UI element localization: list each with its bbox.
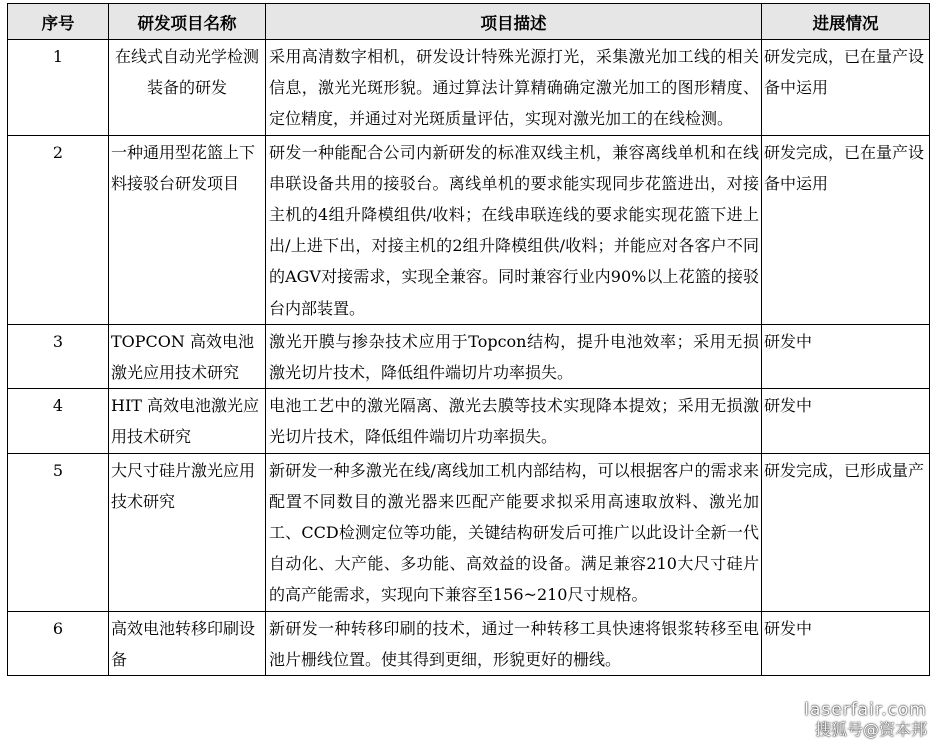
row-desc: 激光开膜与掺杂技术应用于Topcon结构，提升电池效率；采用无损激光切片技术，降低组件端切片功率损失。: [266, 324, 762, 388]
row-no: 6: [8, 611, 109, 675]
table-row: [8, 389, 930, 453]
row-status: 研发中: [762, 389, 930, 453]
row-desc: 新研发一种多激光在线/离线加工机内部结构，可以根据客户的需求来配置不同数目的激光器来匹配产能要求拟采用高速取放料、激光加工、CCD检测定位等功能，关键结构研发后可推广以此设计全新一代自动化、大产能、多功能、高效益的设备。满足兼容210大尺寸硅片的高产能需求，实现向下兼容至156~210尺寸规格。: [266, 453, 762, 611]
row-name: HIT 高效电池激光应用技术研究: [109, 389, 266, 453]
row-no: 3: [8, 324, 109, 388]
watermark-source: 搜狐号@资本邦: [814, 720, 927, 739]
row-status: 研发中: [762, 611, 930, 675]
row-name: 高效电池转移印刷设备: [109, 611, 266, 675]
watermark: [804, 700, 927, 740]
table-row: [8, 40, 930, 136]
watermark-site: laserfair.com: [804, 700, 927, 720]
row-name: 大尺寸硅片激光应用技术研究: [109, 453, 266, 611]
row-status: 研发完成，已在量产设备中运用: [762, 40, 930, 136]
row-name: 一种通用型花篮上下料接驳台研发项目: [109, 135, 266, 324]
row-desc: 电池工艺中的激光隔离、激光去膜等技术实现降本提效；采用无损激光切片技术，降低组件端切片功率损失。: [266, 389, 762, 453]
row-no: 5: [8, 453, 109, 611]
row-name: 在线式自动光学检测装备的研发: [109, 40, 266, 136]
row-no: 1: [8, 40, 109, 136]
row-desc: 新研发一种转移印刷的技术，通过一种转移工具快速将银浆转移至电池片栅线位置。使其得到更细，形貌更好的栅线。: [266, 611, 762, 675]
table-header-row: [8, 4, 930, 40]
header-status: 进展情况: [762, 4, 930, 40]
row-no: 4: [8, 389, 109, 453]
row-desc: 研发一种能配合公司内新研发的标准双线主机，兼容离线单机和在线串联设备共用的接驳台。离线单机的要求能实现同步花篮进出，对接主机的4组升降模组供/收料；在线串联连线的要求能实现花篮下进上出/上进下出，对接主机的2组升降模组供/收料；并能应对各客户不同的AGV对接需求，实现全兼容。同时兼容行业内90%以上花篮的接驳台内部装置。: [266, 135, 762, 324]
table-row: [8, 611, 930, 675]
header-no: 序号: [8, 4, 109, 40]
row-status: 研发完成，已在量产设备中运用: [762, 135, 930, 324]
header-desc: 项目描述: [266, 4, 762, 40]
row-desc: 采用高清数字相机，研发设计特殊光源打光，采集激光加工线的相关信息，激光光斑形貌。通过算法计算精确确定激光加工的图形精度、定位精度，并通过对光斑质量评估，实现对激光加工的在线检测。: [266, 40, 762, 136]
row-no: 2: [8, 135, 109, 324]
row-status: 研发完成，已形成量产: [762, 453, 930, 611]
table-row: [8, 324, 930, 388]
rd-projects-table: [7, 3, 930, 676]
header-name: 研发项目名称: [109, 4, 266, 40]
table-row: [8, 453, 930, 611]
table-row: [8, 135, 930, 324]
row-name: TOPCON 高效电池激光应用技术研究: [109, 324, 266, 388]
row-status: 研发中: [762, 324, 930, 388]
